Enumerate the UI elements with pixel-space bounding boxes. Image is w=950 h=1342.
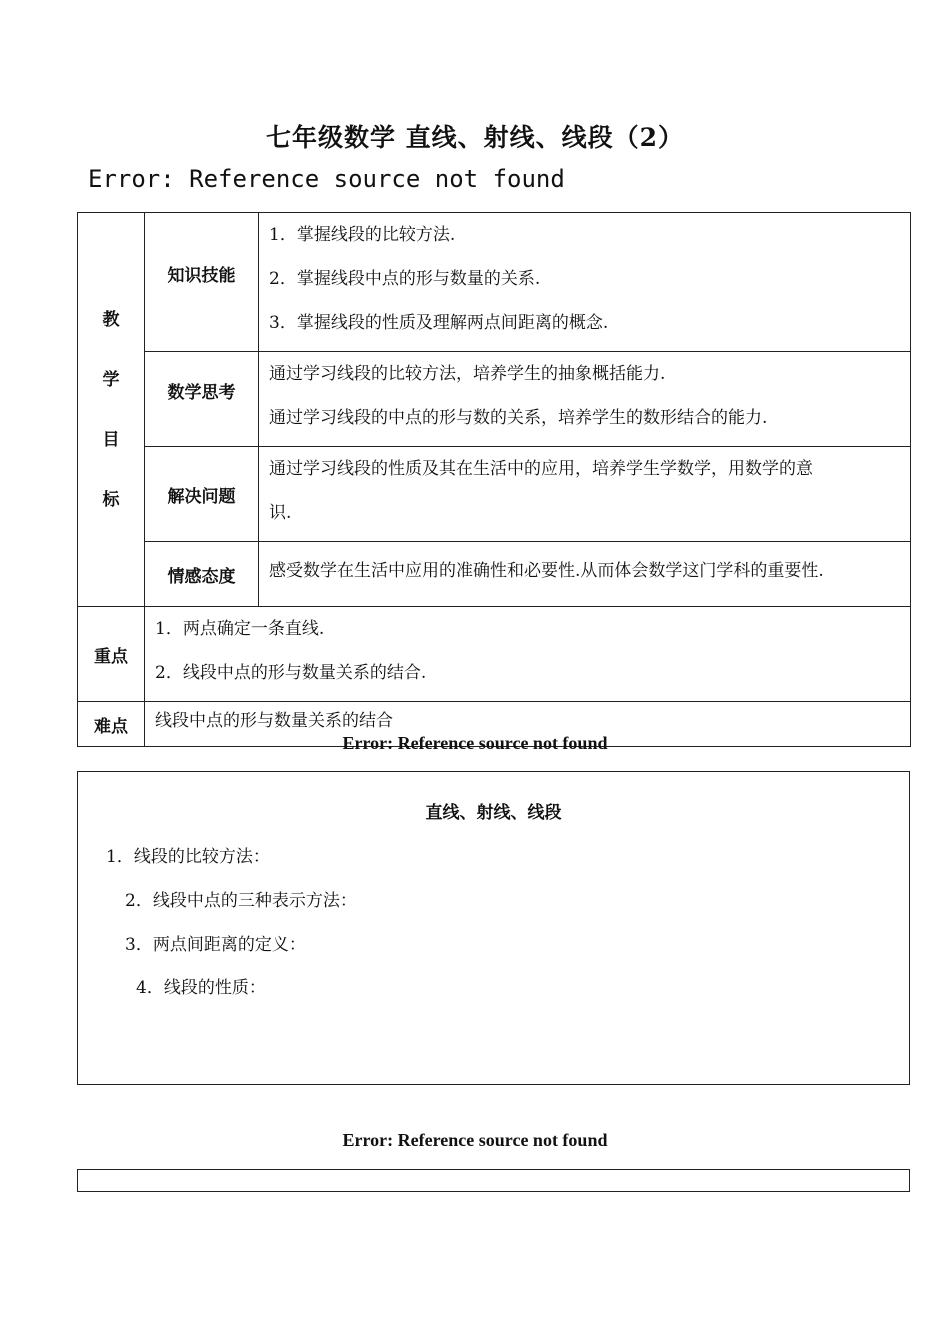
difficult-points-content: 线段中点的形与数量关系的结合	[145, 702, 911, 747]
key-points-label: 重点	[78, 607, 145, 702]
board-item: 4．线段的性质：	[136, 978, 266, 998]
board-item: 3．两点间距离的定义：	[125, 935, 306, 955]
reference-error-2: Error: Reference source not found	[342, 733, 608, 753]
teaching-goals-table	[77, 212, 911, 747]
difficult-points-label: 难点	[78, 702, 145, 747]
goal-head-attitude: 情感态度	[145, 542, 259, 607]
page-title: 七年级数学 直线、射线、线段（2）	[265, 123, 685, 152]
goal-head-knowledge: 知识技能	[145, 213, 259, 352]
goal-content-problem: 通过学习线段的性质及其在生活中的应用，培养学生学数学，用数学的意 识.	[259, 447, 911, 542]
teaching-goals-label: 教 学 目 标	[78, 213, 145, 607]
goal-head-problem: 解决问题	[145, 447, 259, 542]
blackboard-design-box	[77, 771, 910, 1085]
goal-content-thinking: 通过学习线段的比较方法，培养学生的抽象概括能力. 通过学习线段的中点的形与数的关系，培养学生的数形结合的能力.	[259, 352, 911, 447]
board-item: 1．线段的比较方法：	[106, 847, 270, 867]
goal-content-attitude: 感受数学在生活中应用的准确性和必要性.从而体会数学这门学科的重要性.	[259, 542, 911, 607]
empty-table-box	[77, 1169, 910, 1192]
reference-error: Error: Reference source not found	[88, 165, 565, 193]
goal-head-thinking: 数学思考	[145, 352, 259, 447]
reference-error-3: Error: Reference source not found	[342, 1130, 608, 1150]
key-points-content: 1．两点确定一条直线. 2．线段中点的形与数量关系的结合.	[145, 607, 911, 702]
board-item: 2．线段中点的三种表示方法：	[125, 891, 357, 911]
goal-content-knowledge: 1．掌握线段的比较方法. 2．掌握线段中点的形与数量的关系. 3．掌握线段的性质及理解两点间距离的概念.	[259, 213, 911, 352]
board-title: 直线、射线、线段	[425, 803, 562, 823]
